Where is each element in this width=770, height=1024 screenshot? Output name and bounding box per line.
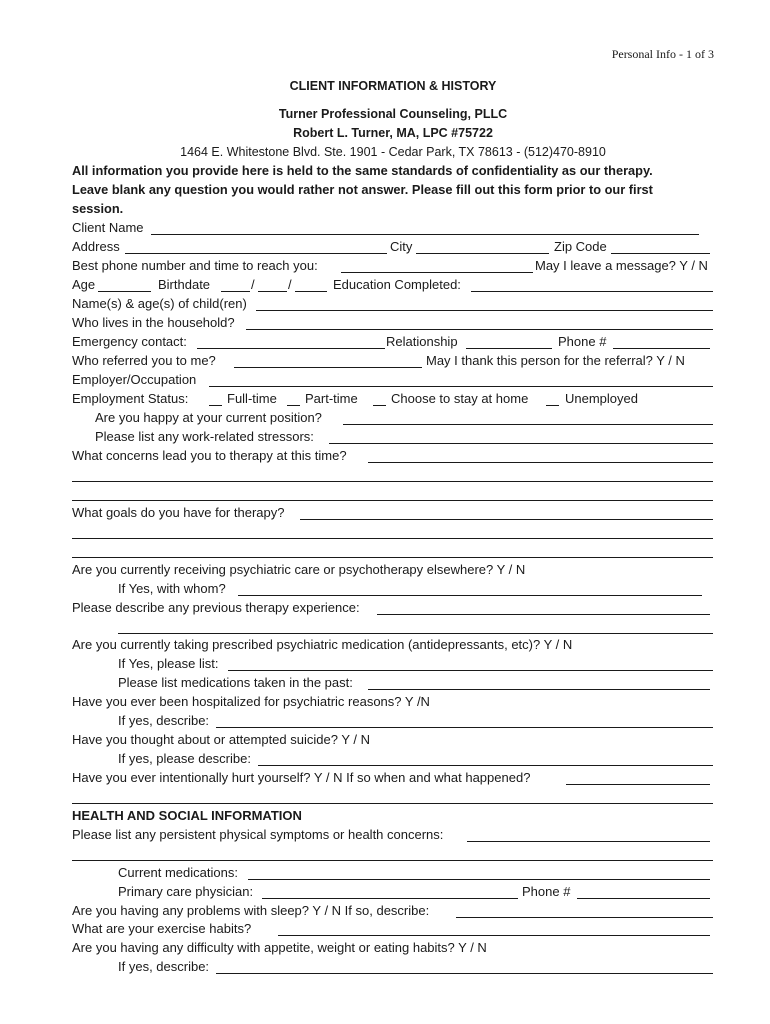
referred-field[interactable] — [234, 367, 422, 368]
unemployed-checkbox[interactable] — [546, 405, 559, 406]
birthdate-label: Birthdate — [158, 277, 211, 292]
past-medications-field[interactable] — [368, 689, 710, 690]
employer-field[interactable] — [209, 386, 713, 387]
concerns-label: What concerns lead you to therapy at this time? — [72, 448, 347, 463]
birth-day-field[interactable] — [258, 291, 287, 292]
appetite-describe-label: If yes, describe: — [118, 959, 210, 974]
self-harm-field[interactable] — [72, 803, 713, 804]
hospitalized-question: Have you ever been hospitalized for psychiatric reasons? Y /N — [72, 694, 430, 709]
relationship-field[interactable] — [466, 348, 552, 349]
page-header: Personal Info - 1 of 3 — [611, 47, 714, 61]
happy-position-label: Are you happy at your current position? — [95, 410, 322, 425]
household-field[interactable] — [246, 329, 713, 330]
part-time-label: Part-time — [305, 391, 358, 406]
stay-home-label: Choose to stay at home — [391, 391, 529, 406]
intro-line-1: All information you provide here is held to the same standards of confidentiality as our therapy. — [72, 163, 653, 178]
previous-therapy-field[interactable] — [118, 633, 713, 634]
goals-label: What goals do you have for therapy? — [72, 505, 285, 520]
pcp-field[interactable] — [262, 898, 518, 899]
household-label: Who lives in the household? — [72, 315, 235, 330]
medication-list-field[interactable] — [228, 670, 713, 671]
with-whom-field[interactable] — [238, 595, 702, 596]
current-medications-label: Current medications: — [118, 865, 238, 880]
birth-year-field[interactable] — [295, 291, 327, 292]
stay-home-checkbox[interactable] — [373, 405, 386, 406]
phone-time-label: Best phone number and time to reach you: — [72, 258, 318, 273]
intro-line-3: session. — [72, 201, 124, 216]
pcp-phone-field[interactable] — [577, 898, 710, 899]
full-time-label: Full-time — [227, 391, 277, 406]
appetite-describe-field[interactable] — [216, 973, 713, 974]
children-field[interactable] — [256, 310, 713, 311]
employer-label: Employer/Occupation — [72, 372, 197, 387]
physical-symptoms-field[interactable] — [72, 860, 713, 861]
referred-label: Who referred you to me? — [72, 353, 216, 368]
client-name-field[interactable] — [151, 234, 699, 235]
children-label: Name(s) & age(s) of child(ren) — [72, 296, 247, 311]
emergency-phone-field[interactable] — [613, 348, 710, 349]
leave-message-question: May I leave a message? Y / N — [535, 258, 708, 273]
appetite-question: Are you having any difficulty with appetite, weight or eating habits? Y / N — [72, 940, 487, 955]
stressors-label: Please list any work-related stressors: — [95, 429, 314, 444]
pcp-label: Primary care physician: — [118, 884, 254, 899]
previous-therapy-field[interactable] — [377, 614, 710, 615]
education-field[interactable] — [471, 291, 713, 292]
goals-field[interactable] — [72, 538, 713, 539]
thank-referrer-question: May I thank this person for the referral? Y / N — [426, 353, 685, 368]
suicide-question: Have you thought about or attempted suicide? Y / N — [72, 732, 370, 747]
date-slash: / — [251, 277, 255, 292]
psych-care-question: Are you currently receiving psychiatric care or psychotherapy elsewhere? Y / N — [72, 562, 526, 577]
employment-status-label: Employment Status: — [72, 391, 189, 406]
self-harm-field[interactable] — [566, 784, 710, 785]
address-label: Address — [72, 239, 120, 254]
education-label: Education Completed: — [333, 277, 461, 292]
past-medications-label: Please list medications taken in the past: — [118, 675, 353, 690]
suicide-describe-label: If yes, please describe: — [118, 751, 251, 766]
goals-field[interactable] — [72, 557, 713, 558]
physical-symptoms-field[interactable] — [467, 841, 710, 842]
phone-time-field[interactable] — [341, 272, 533, 273]
concerns-field[interactable] — [72, 481, 713, 482]
city-label: City — [390, 239, 413, 254]
client-name-label: Client Name — [72, 220, 144, 235]
stressors-field[interactable] — [329, 443, 713, 444]
with-whom-label: If Yes, with whom? — [118, 581, 226, 596]
sleep-question: Are you having any problems with sleep? Y / N If so, describe: — [72, 903, 430, 918]
city-field[interactable] — [416, 253, 549, 254]
physical-symptoms-label: Please list any persistent physical symptoms or health concerns: — [72, 827, 444, 842]
hospitalized-describe-label: If yes, describe: — [118, 713, 210, 728]
suicide-describe-field[interactable] — [258, 765, 713, 766]
form-title: CLIENT INFORMATION & HISTORY — [289, 79, 497, 93]
concerns-field[interactable] — [368, 462, 713, 463]
goals-field[interactable] — [300, 519, 713, 520]
pcp-phone-label: Phone # — [522, 884, 571, 899]
happy-position-field[interactable] — [343, 424, 713, 425]
emergency-field[interactable] — [197, 348, 385, 349]
previous-therapy-label: Please describe any previous therapy experience: — [72, 600, 360, 615]
concerns-field[interactable] — [72, 500, 713, 501]
address-field[interactable] — [125, 253, 387, 254]
sleep-field[interactable] — [456, 917, 713, 918]
current-medications-field[interactable] — [248, 879, 710, 880]
zip-field[interactable] — [611, 253, 710, 254]
zip-label: Zip Code — [554, 239, 607, 254]
age-label: Age — [72, 277, 96, 292]
date-slash: / — [288, 277, 292, 292]
relationship-label: Relationship — [386, 334, 458, 349]
exercise-label: What are your exercise habits? — [72, 921, 252, 936]
hospitalized-describe-field[interactable] — [216, 727, 713, 728]
full-time-checkbox[interactable] — [209, 405, 222, 406]
unemployed-label: Unemployed — [565, 391, 638, 406]
practice-address: 1464 E. Whitestone Blvd. Ste. 1901 - Cedar Park, TX 78613 - (512)470-8910 — [180, 145, 606, 159]
emergency-label: Emergency contact: — [72, 334, 187, 349]
clinician-name: Robert L. Turner, MA, LPC #75722 — [293, 126, 493, 140]
age-field[interactable] — [98, 291, 151, 292]
self-harm-question: Have you ever intentionally hurt yourself? Y / N If so when and what happened? — [72, 770, 531, 785]
practice-name: Turner Professional Counseling, PLLC — [278, 107, 508, 121]
birth-month-field[interactable] — [221, 291, 250, 292]
exercise-field[interactable] — [278, 935, 710, 936]
intro-line-2: Leave blank any question you would rather not answer. Please fill out this form prior to our first — [72, 182, 653, 197]
emergency-phone-label: Phone # — [558, 334, 607, 349]
medication-list-label: If Yes, please list: — [118, 656, 219, 671]
health-section-heading: HEALTH AND SOCIAL INFORMATION — [72, 808, 302, 823]
medication-question: Are you currently taking prescribed psychiatric medication (antidepressants, etc)? Y / N — [72, 637, 573, 652]
part-time-checkbox[interactable] — [287, 405, 300, 406]
